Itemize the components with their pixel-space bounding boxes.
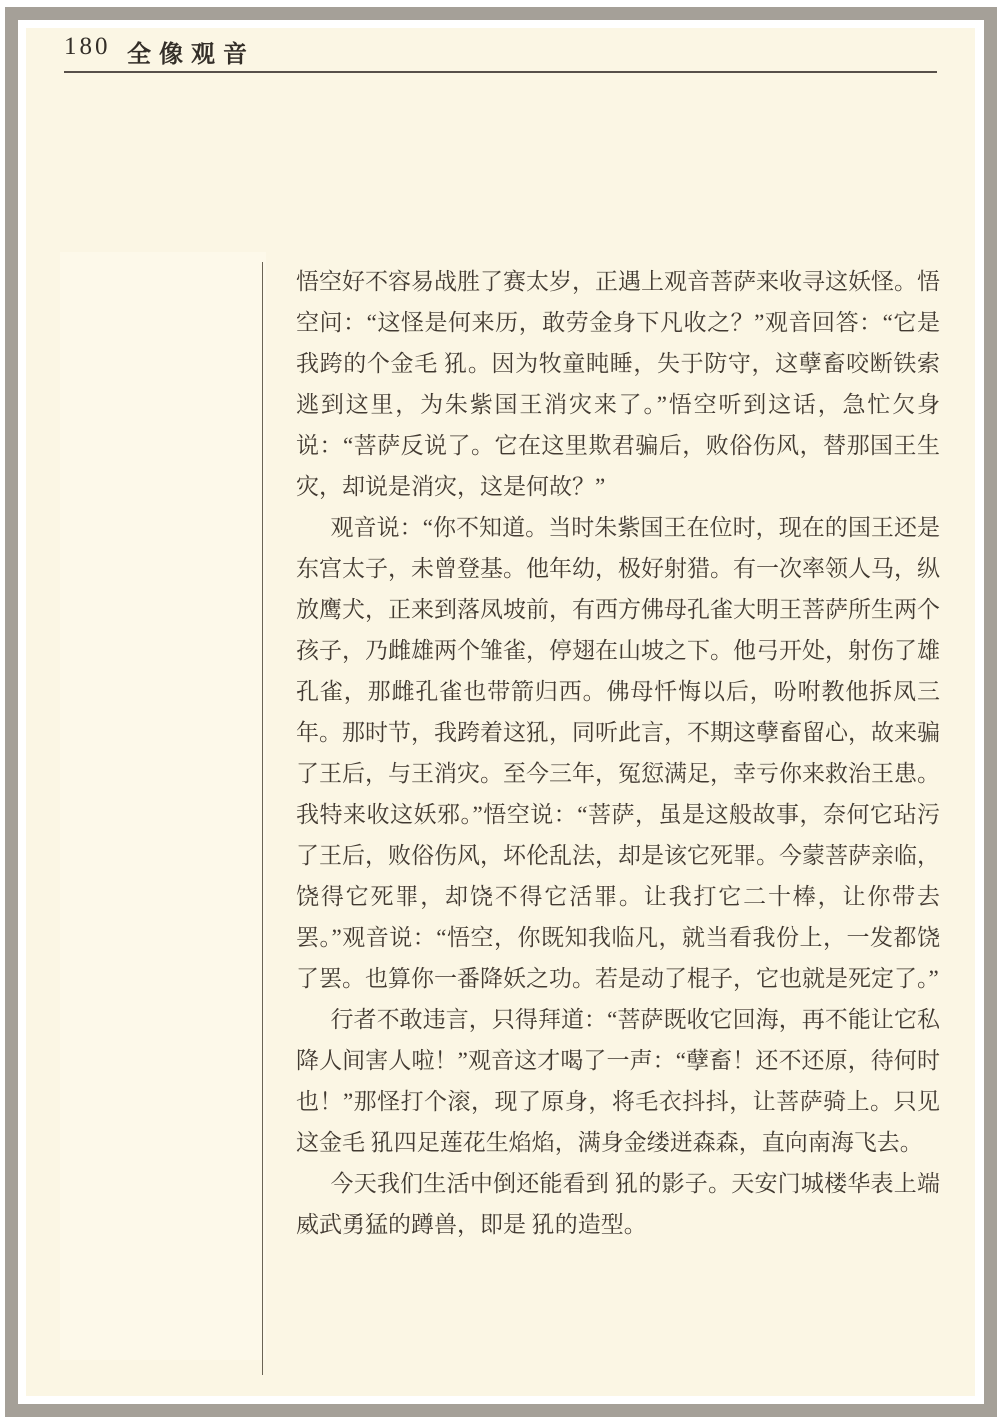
- page-number: 180: [64, 33, 111, 60]
- paragraph-4: 今天我们生活中倒还能看到 犼的影子。天安门城楼华表上端威武勇猛的蹲兽，即是 犼的造型。: [296, 1171, 940, 1237]
- paragraph-2: 观音说：“你不知道。当时朱紫国王在位时，现在的国王还是东宫太子，未曾登基。他年幼，极好射猎。有一次率领人马，纵放鹰犬，正来到落凤坡前，有西方佛母孔雀大明王菩萨所生两个孩子，乃雌雄两个雏雀，停翅在山坡之下。他弓开处，射伤了雄孔雀，那雌孔雀也带箭归西。佛母忏悔以后，吩咐教他拆凤三年。那时节，我跨着这犼，同听此言，不期这孽畜留心，故来骗了王后，与王消灾。至今三年，冤愆满足，幸亏你来救治王患。我特来收这妖邪。”悟空说：“菩萨，虽是这般故事，奈何它玷污了王后，败俗伤风，坏伦乱法，却是该它死罪。今蒙菩萨亲临，饶得它死罪，却饶不得它活罪。让我打它二十棒，让你带去罢。”观音说：“悟空，你既知我临凡，就当看我份上，一发都饶了罢。也算你一番降妖之功。若是动了棍子，它也就是死定了。”: [296, 515, 940, 991]
- text-divider-rule: [262, 262, 263, 1375]
- paragraph-3: 行者不敢违言，只得拜道：“菩萨既收它回海，再不能让它私降人间害人啦！”观音这才喝了一声：“孽畜！还不还原，待何时也！”那怪打个滚，现了原身，将毛衣抖抖，让菩萨骑上。只见这金毛 犼四足莲花生焰焰，满身金缕迸森森，直向南海飞去。: [296, 1007, 940, 1155]
- book-title: 全像观音: [127, 42, 255, 68]
- article-text: [296, 261, 940, 1245]
- paragraph-1: 悟空好不容易战胜了赛太岁，正遇上观音菩萨来收寻这妖怪。悟空问：“这怪是何来历，敢劳金身下凡收之？”观音回答：“它是我跨的个金毛 犼。因为牧童盹睡，失于防守，这孽畜咬断铁索逃到这里，为朱紫国王消灾来了。”悟空听到这话，急忙欠身说：“菩萨反说了。它在这里欺君骗后，败俗伤风，替那国王生灾，却说是消灾，这是何故？”: [296, 269, 940, 499]
- header-rule: [64, 71, 937, 73]
